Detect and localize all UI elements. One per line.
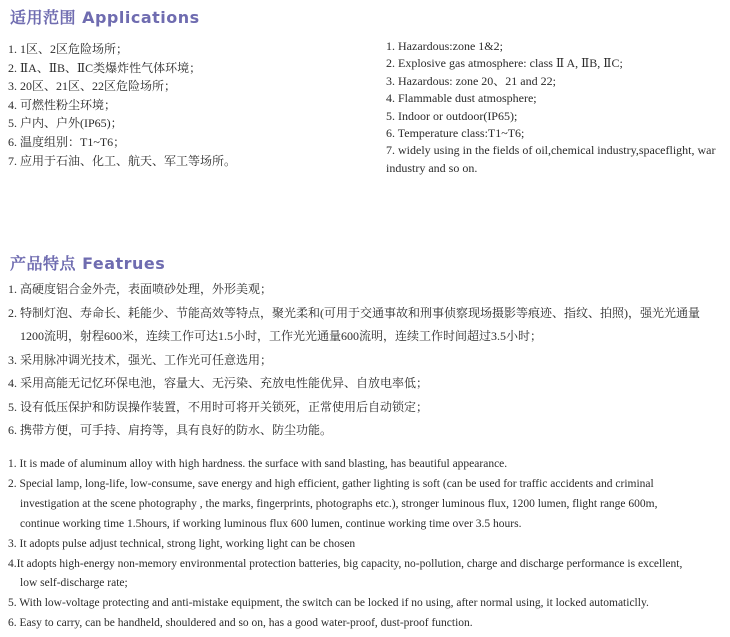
list-item: 4.It adopts high-energy non-memory environmental protection batteries, big capacity, no-pollution, charge and discharge performance is excellent, xyxy=(8,557,683,570)
list-item: 3. 采用脉冲调光技术，强光、工作光可任意选用； xyxy=(8,352,273,367)
list-item: 5. 设有低压保护和防误操作装置，不用时可将开关锁死，正常使用后自动锁定； xyxy=(8,399,429,414)
list-item: 6. 携带方便，可手持、肩挎等，具有良好的防水、防尘功能。 xyxy=(8,423,333,437)
list-item: 1. It is made of aluminum alloy with high hardness. the surface with sand blasting, has beautiful appearance. xyxy=(8,458,508,470)
list-item: 1. 高硬度铝合金外壳，表面喷砂处理，外形美观； xyxy=(8,282,273,296)
list-item: 6. Temperature class:T1~T6; xyxy=(386,126,525,141)
features-en-list xyxy=(8,455,724,634)
list-item-continuation: investigation at the scene photography , the marks, fingerprints, photographs etc.), stronger luminous flux, 1200 lumen, flight range 600m, xyxy=(20,497,658,510)
list-item: 6. 温度组别：T1~T6； xyxy=(8,134,126,149)
list-item-continuation: 1200流明，射程600米，连续工作可达1.5小时，工作光光通量600流明，连续工作时间超过3.5小时； xyxy=(20,329,543,343)
list-item: 2. ⅡA、ⅡB、ⅡC类爆炸性气体环境； xyxy=(8,60,202,75)
list-item: 4. 采用高能无记忆环保电池，容量大、无污染、充放电性能优异、自放电率低； xyxy=(8,376,429,390)
list-item: 3. It adopts pulse adjust technical, strong light, working light can be chosen xyxy=(8,537,356,550)
list-item-continuation: low self-discharge rate; xyxy=(20,577,128,590)
list-item: 4. Flammable dust atmosphere; xyxy=(386,91,537,106)
list-item: 2. 特制灯泡、寿命长、耗能少、节能高效等特点，聚光柔和(可用于交通事故和刑事侦察现场摄影等痕迹、指纹、拍照)，强光光通量 xyxy=(8,305,700,320)
list-item: 5. 户内、户外(IP65)； xyxy=(8,116,123,131)
list-item: 1. 1区、2区危险场所； xyxy=(8,42,129,56)
features-cn-list xyxy=(8,278,700,443)
list-item-continuation: continue working time 1.5hours, if working luminous flux 600 lumen, continue working time over 3.5 hours. xyxy=(20,517,522,530)
applications-cn-list xyxy=(8,40,236,170)
list-item: 2. Explosive gas atmosphere: class Ⅱ A, ⅡB, ⅡC; xyxy=(386,56,623,71)
list-item: 3. Hazardous: zone 20、21 and 22; xyxy=(386,73,556,88)
list-item: 7. widely using in the fields of oil,chemical industry,spaceflight, war industry and so on. xyxy=(386,143,716,175)
list-item: 2. Special lamp, long-life, low-consume, save energy and high efficient, gather lighting is soft (can be used for traffic accidents and criminal xyxy=(8,477,654,490)
applications-en-list xyxy=(386,38,728,177)
features-title: 产品特点 Featrues xyxy=(10,254,166,273)
list-item: 5. Indoor or outdoor(IP65); xyxy=(386,108,518,123)
list-item: 6. Easy to carry, can be handheld, shouldered and so on, has a good water-proof, dust-proof function. xyxy=(8,617,473,630)
applications-title: 适用范围 Applications xyxy=(10,8,200,27)
list-item: 1. Hazardous:zone 1&2; xyxy=(386,39,503,53)
list-item: 4. 可燃性粉尘环境； xyxy=(8,97,117,112)
list-item: 5. With low-voltage protecting and anti-mistake equipment, the switch can be locked if no using, after normal using, it locked automaticlly. xyxy=(8,597,649,610)
list-item: 7. 应用于石油、化工、航天、军工等场所。 xyxy=(8,153,237,168)
list-item: 3. 20区、21区、22区危险场所； xyxy=(8,79,177,94)
